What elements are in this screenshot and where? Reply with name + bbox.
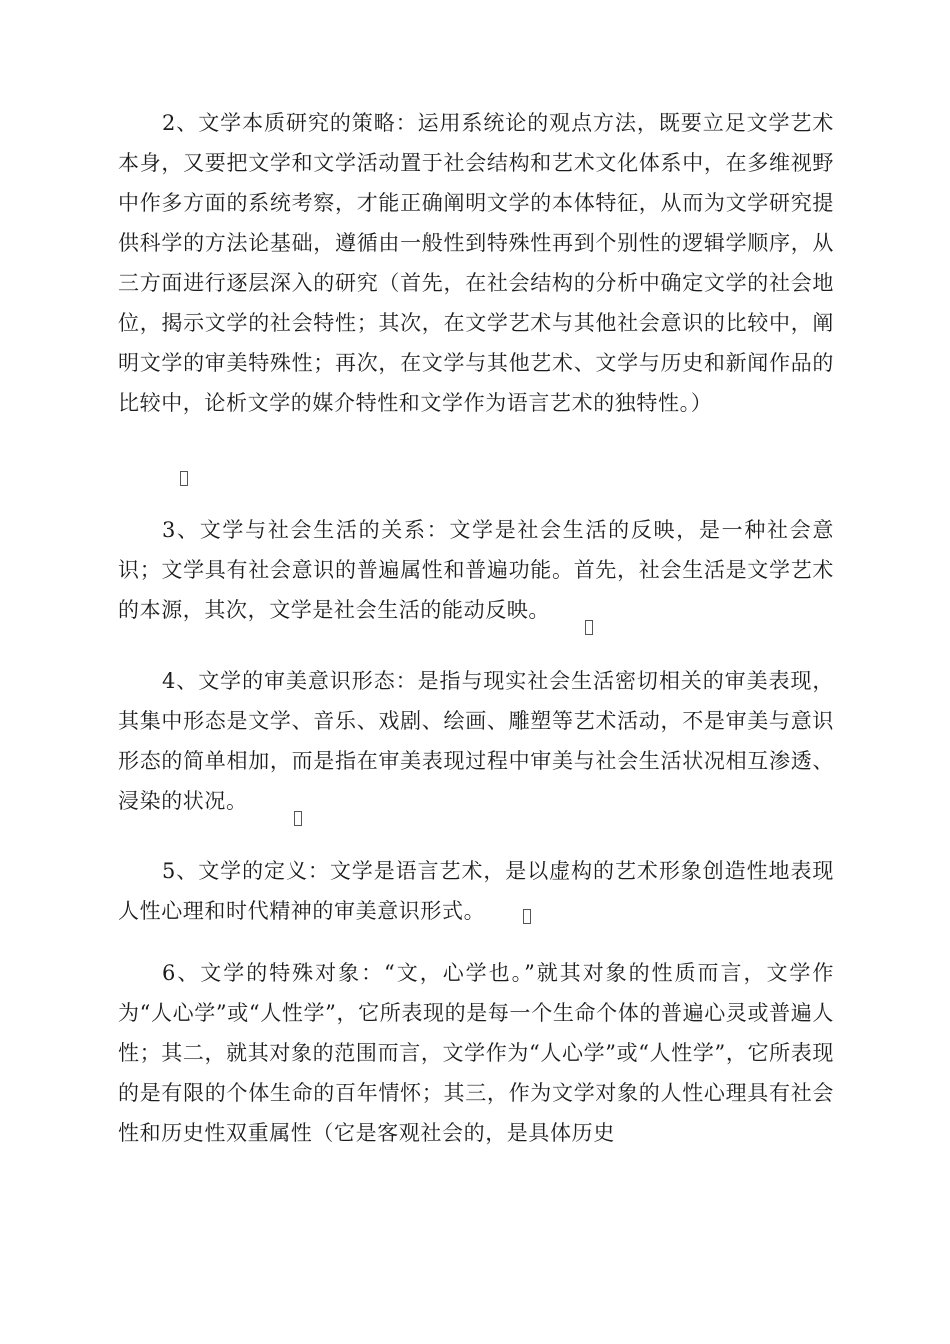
paragraph-6: 6、文学的特殊对象：“文，心学也。”就其对象的性质而言，文学作为“人心学”或“人性学”，它所表现的是每一个生命个体的普遍心灵或普遍人性；其二，就其对象的范围而言，文学作为“人心学”或“人性学”，它所表现的是有限的个体生命的百年情怀；其三，作为文学对象的人性心理具有社会性和历史性双重属性（它是客观社会的，是具体历史 [118,961,834,1145]
paragraph-end-marker [294,811,302,826]
paragraph-2: 2、文学本质研究的策略：运用系统论的观点方法，既要立足文学艺术本身，又要把文学和文学活动置于社会结构和艺术文化体系中，在多维视野中作多方面的系统考察，才能正确阐明文学的本体特征，从而为文学研究提供科学的方法论基础，遵循由一般性到特殊性再到个别性的逻辑学顺序，从三方面进行逐层深入的研究（首先，在社会结构的分析中确定文学的社会地位，揭示文学的社会特性；其次，在文学艺术与其他社会意识的比较中，阐明文学的审美特殊性；再次，在文学与其他艺术、文学与历史和新闻作品的比较中，论析文学的媒介特性和文学作为语言艺术的独特性。） [118,111,834,415]
paragraph-end-marker [523,909,531,924]
paragraph-4: 4、文学的审美意识形态：是指与现实社会生活密切相关的审美表现，其集中形态是文学、音乐、戏剧、绘画、雕塑等艺术活动，不是审美与意识形态的简单相加，而是指在审美表现过程中审美与社会生活状况相互渗透、浸染的状况。 [118,669,834,813]
paragraph-end-marker [585,620,593,635]
paragraph-end-marker [180,471,188,486]
paragraph-3: 3、文学与社会生活的关系：文学是社会生活的反映，是一种社会意识；文学具有社会意识的普遍属性和普遍功能。首先，社会生活是文学艺术的本源，其次，文学是社会生活的能动反映。 [118,518,834,622]
paragraph-5: 5、文学的定义：文学是语言艺术，是以虚构的艺术形象创造性地表现人性心理和时代精神的审美意识形式。 [118,859,834,923]
